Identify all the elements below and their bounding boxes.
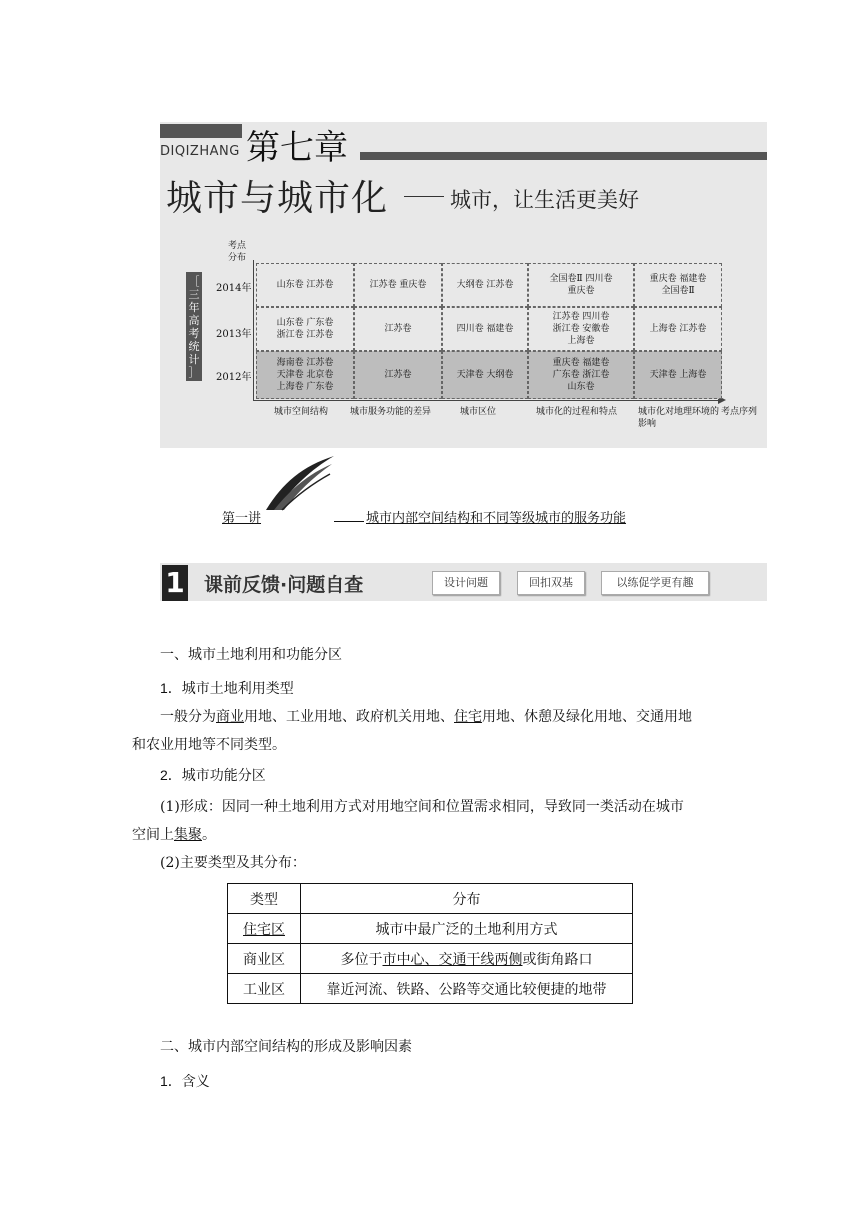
x-category-label: 城市区位 [460, 407, 497, 417]
section-heading: 一、城市土地利用和功能分区 [160, 646, 342, 662]
paragraph-line: 和农业用地等不同类型。 [132, 737, 286, 753]
x-category-label: 城市化的过程和特点 [536, 407, 618, 417]
stats-cell: 重庆卷 福建卷 广东卷 浙江卷 山东卷 [528, 351, 634, 399]
section-banner [160, 563, 767, 601]
chapter-pinyin: DIQIZHANG [160, 144, 240, 159]
stats-cell: 上海卷 江苏卷 [634, 307, 722, 351]
sub-heading: 2．城市功能分区 [160, 767, 266, 783]
lecture-title: 城市内部空间结构和不同等级城市的服务功能 [334, 507, 626, 526]
paragraph-line: 空间上集聚。 [132, 827, 216, 843]
chapter-subtitle: 城市，让生活更美好 [450, 188, 639, 212]
stats-cell: 天津卷 大纲卷 [442, 351, 528, 399]
stats-cell: 天津卷 上海卷 [634, 351, 722, 399]
paragraph-line: (1)形成：因同一种土地利用方式对用地空间和位置需求相同，导致同一类活动在城市 [160, 799, 684, 815]
stats-cell: 重庆卷 福建卷 全国卷Ⅱ [634, 263, 722, 307]
table-header: 分布 [301, 884, 633, 914]
banner-title: 课前反馈·问题自查 [204, 574, 364, 596]
chapter-number: 第七章 [246, 128, 348, 168]
year-label: 2014年 [216, 283, 252, 294]
stats-cell: 山东卷 广东卷 浙江卷 江苏卷 [256, 307, 354, 351]
zone-type: 住宅区 [228, 914, 301, 944]
table-row [228, 914, 633, 944]
x-axis-title: 考点序列 [721, 407, 758, 417]
x-category-label: 城市化对地理环境的影响 [638, 407, 720, 429]
stats-cell: 江苏卷 [354, 351, 442, 399]
banner-number: 1 [162, 565, 188, 601]
year-label: 2013年 [216, 329, 252, 340]
lecture-label: 第一讲 [222, 510, 262, 525]
x-category-label: 城市空间结构 [274, 407, 329, 417]
zone-distribution: 靠近河流、铁路、公路等交通比较便捷的地带 [301, 974, 633, 1004]
y-axis [253, 260, 254, 400]
year-label: 2012年 [216, 372, 252, 383]
stats-cell: 海南卷 江苏卷 天津卷 北京卷 上海卷 广东卷 [256, 351, 354, 399]
zone-type: 商业区 [228, 944, 301, 974]
x-category-label: 城市服务功能的差异 [350, 407, 432, 417]
table-header-row [228, 884, 633, 914]
zone-distribution-table [227, 883, 633, 1004]
section-heading: 二、城市内部空间结构的形成及影响因素 [160, 1038, 412, 1054]
chapter-header [160, 122, 767, 448]
swoosh-icon [262, 454, 336, 512]
zone-distribution: 多位于市中心、交通干线两侧或街角路口 [301, 944, 633, 974]
table-header: 类型 [228, 884, 301, 914]
stats-cell: 全国卷Ⅱ 四川卷 重庆卷 [528, 263, 634, 307]
table-row [228, 944, 633, 974]
stats-cell: 江苏卷 [354, 307, 442, 351]
subtitle-dash [404, 196, 444, 197]
sub-heading: 1．含义 [160, 1073, 210, 1089]
stats-cell: 山东卷 江苏卷 [256, 263, 354, 307]
axis-top-label: 考点 分布 [228, 241, 247, 263]
stats-cell: 江苏卷 重庆卷 [354, 263, 442, 307]
chapter-title: 城市与城市化 [166, 178, 389, 219]
table-row [228, 974, 633, 1004]
stats-side-label: ［ 三 年 高 考 统 计 ］ [186, 272, 202, 381]
design-question-button[interactable]: 设计问题 [432, 571, 500, 595]
header-bar-right [360, 152, 767, 160]
x-axis [253, 400, 719, 401]
practice-button[interactable]: 以练促学更有趣 [601, 571, 709, 595]
header-bar-left [160, 124, 242, 138]
zone-type: 工业区 [228, 974, 301, 1004]
sub-heading: 1．城市土地利用类型 [160, 680, 294, 696]
stats-cell: 大纲卷 江苏卷 [442, 263, 528, 307]
review-basics-button[interactable]: 回扣双基 [517, 571, 585, 595]
paragraph-line: 一般分为商业用地、工业用地、政府机关用地、住宅用地、休憩及绿化用地、交通用地 [160, 709, 692, 725]
zone-distribution: 城市中最广泛的土地利用方式 [301, 914, 633, 944]
stats-cell: 四川卷 福建卷 [442, 307, 528, 351]
paragraph-line: (2)主要类型及其分布： [160, 855, 306, 871]
stats-cell: 江苏卷 四川卷 浙江卷 安徽卷 上海卷 [528, 307, 634, 351]
